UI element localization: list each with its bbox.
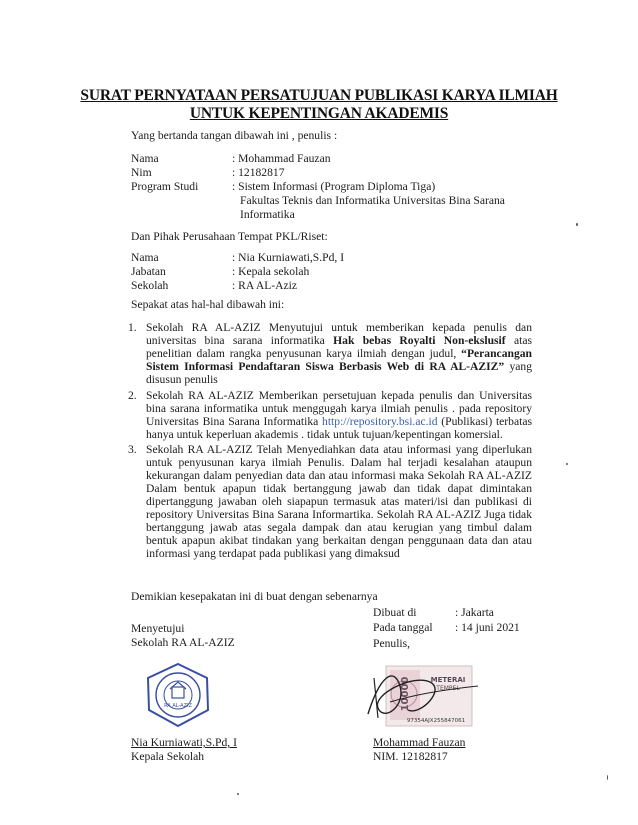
stamp-school-text: RA AL-AZIZ: [164, 703, 192, 709]
writer-prodi-value3: Informatika: [240, 208, 295, 221]
writer-name-value: : Mohammad Fauzan: [232, 152, 331, 165]
company-jabatan-label: Jabatan: [131, 265, 166, 278]
company-sekolah-label: Sekolah: [131, 279, 169, 292]
left-signer-role: Kepala Sekolah: [131, 750, 205, 763]
writer-name-label: Nama: [131, 152, 159, 165]
dibuat-label: Dibuat di: [373, 606, 417, 619]
company-name-value: : Nia Kurniawati,S.Pd, I: [232, 251, 345, 264]
signature-vertical-stroke: [374, 678, 378, 718]
scan-speck: [607, 775, 608, 780]
point-1-part-c: atas penelitian dalam rangka penyusunan karya ilmiah dengan judul,: [146, 334, 532, 360]
point-2-part-b: (Publikasi) terbatas hanya untuk keperluan akademis . tidak untuk tujuan/kepentingan komersial.: [146, 415, 532, 441]
sekolah-label: Sekolah RA AL-AZIZ: [131, 636, 235, 649]
right-signer-nim: NIM. 12182817: [373, 750, 448, 763]
point-3-text: Sekolah RA AL-AZIZ Telah Menyediahkan data atau informasi yang diperlukan untuk penyusunan karya ilmiah Penulis. Dalam hal terjadi kesalahan ataupun kekurangan dalam penyedian data dan atau informasi maka Sekolah RA AL-AZIZ Dalam bentuk apapun tidak bertanggung jawab dan tidak dapat dimintakan dipertanggung jawaban oleh siapapun termasuk atas materi/isi dan publikasi di repository Universitas Bina Sarana Informartika. Sekolah RA AL-AZIZ Juga tidak bertanggung jawab atas segala dampak dan atau kerugian yang timbul dalam bentuk apapun akibat tindakan yang berkaitan dengan penggunaan data dan atau informasi yang terdapat pada publikasi yang dimaksud: [146, 443, 532, 560]
left-signer-name: Nia Kurniawati,S.Pd, I: [131, 736, 237, 749]
company-sekolah-value: : RA AL-Aziz: [232, 279, 298, 292]
tanggal-value: : 14 juni 2021: [455, 621, 520, 634]
company-name-label: Nama: [131, 251, 159, 264]
point-1-bold-royalti: Hak bebas Royalti Non-ekslusif: [333, 334, 506, 347]
scan-speck: [237, 793, 239, 795]
intro-text: Yang bertanda tangan dibawah ini , penulis :: [131, 129, 338, 142]
document-title-line1: SURAT PERNYATAAN PERSATUJUAN PUBLIKASI KARYA ILMIAH: [80, 87, 558, 104]
scan-speck: [576, 223, 578, 226]
penulis-label: Penulis,: [373, 637, 411, 650]
repository-link[interactable]: http://repository.bsi.ac.id: [322, 415, 438, 428]
company-intro-text: Dan Pihak Perusahaan Tempat PKL/Riset:: [131, 230, 328, 243]
point-2-text: [146, 389, 532, 441]
document-title-line2: UNTUK KEPENTINGAN AKADEMIS: [189, 105, 449, 122]
tanggal-label: Pada tanggal: [373, 621, 433, 634]
point-1-number: 1.: [128, 321, 137, 334]
point-1-part-d: yang disusun penulis: [146, 360, 533, 386]
company-jabatan-value: : Kepala sekolah: [232, 265, 310, 278]
agree-intro-text: Sepakat atas hal-hal dibawah ini:: [131, 298, 285, 311]
meterai-label2: TEMPEL: [436, 685, 460, 692]
writer-nim-value: : 12182817: [232, 166, 285, 179]
point-1-text: [146, 321, 532, 386]
point-1-bold-title: “Perancangan Sistem Informasi Pendaftaran Siswa Berbasis Web di RA AL-AZIZ”: [146, 347, 532, 373]
point-2-number: 2.: [128, 389, 137, 402]
writer-prodi-value2: Fakultas Teknis dan Informatika Universitas Bina Sarana: [240, 194, 505, 207]
meterai-amount: 10000: [400, 676, 411, 712]
writer-prodi-label: Program Studi: [131, 180, 199, 193]
meterai-serial: 97354AJX255847061: [406, 718, 466, 724]
scan-speck: [566, 463, 568, 465]
writer-nim-label: Nim: [131, 166, 152, 179]
dibuat-value: : Jakarta: [455, 606, 494, 619]
meterai-label1: METERAI: [430, 676, 466, 684]
right-signer-name: Mohammad Fauzan: [373, 736, 466, 749]
point-2-part-a: Sekolah RA AL-AZIZ Memberikan persetujuan kepada penulis dan Universitas bina sarana informatika untuk menggugah karya ilmiah penulis . pada repository Universitas Bina Sarana Informatika: [146, 389, 532, 428]
menyetujui-label: Menyetujui: [131, 622, 185, 635]
meterai-stamp: [360, 656, 490, 736]
point-3-number: 3.: [128, 443, 137, 456]
writer-prodi-value1: : Sistem Informasi (Program Diploma Tiga): [232, 180, 436, 193]
point-1-part-a: Sekolah RA AL-AZIZ Menyutujui untuk memberikan kepada penulis dan universitas bina sarana informatika: [146, 321, 532, 347]
closing-text: Demikian kesepakatan ini di buat dengan sebenarnya: [131, 590, 378, 603]
school-stamp: [142, 660, 214, 730]
